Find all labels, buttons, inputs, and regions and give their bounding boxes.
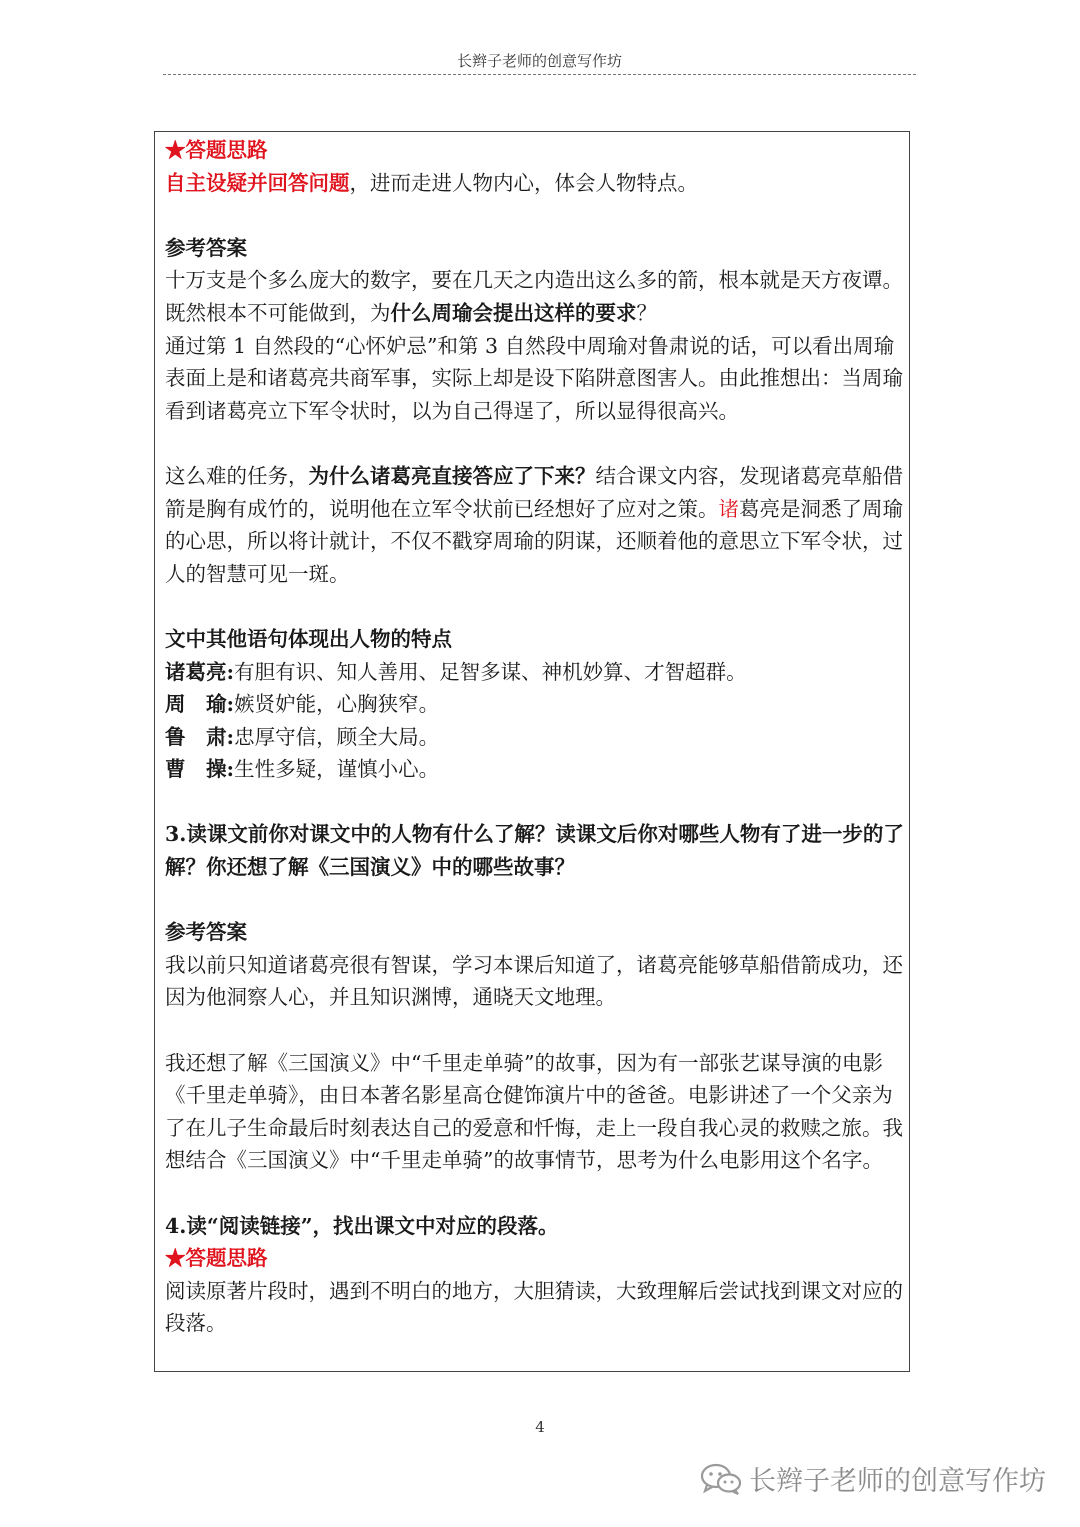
- tip-heading-4: ★答题思路: [165, 1246, 268, 1271]
- trait-name: 曹 操:: [165, 757, 235, 782]
- wechat-icon: [699, 1461, 743, 1497]
- answer-para-2: 通过第 1 自然段的“心怀妒忌”和第 3 自然段中周瑜对鲁肃说的话，可以看出周瑜表面上是和诸葛亮共商军事，实际上却是设下陷阱意图害人。由此推想出：当周瑜看到诸葛亮立下军令状时，以为自己得逞了，所以显得很高兴。: [165, 333, 903, 423]
- answer-para-3: [165, 460, 905, 590]
- tip-line-1: [165, 167, 905, 200]
- question-4: 4.读“阅读链接”，找出课文中对应的段落。: [165, 1213, 559, 1238]
- para3-text-c: 结合课文内容，发现诸葛亮草船借箭是胸有成竹的，说明他在立军令状前已经想好了应对之策。: [165, 463, 903, 521]
- para3-text-d: 葛亮是洞悉了周瑜的心思，所以将计就计，不仅不戳穿周瑜的阴谋，还顺着他的意思立下军令状，过人的智慧可见一斑。: [165, 496, 903, 586]
- para3-text-a: 这么难的任务，: [165, 463, 309, 488]
- trait-row: [165, 721, 905, 754]
- trait-text: 嫉贤妒能，心胸狭窄。: [234, 692, 440, 717]
- para1-bold-question: 什么周瑜会提出这样的要求: [390, 300, 637, 325]
- watermark-text: 长辫子老师的创意写作坊: [749, 1466, 1046, 1497]
- traits-heading: 文中其他语句体现出人物的特点: [165, 626, 452, 651]
- answer-heading-1: 参考答案: [165, 235, 247, 260]
- para3-bold-question: 为什么诸葛亮直接答应了下来？: [308, 463, 596, 488]
- answer-para-1: [165, 264, 905, 329]
- question-3: 3.读课文前你对课文中的人物有什么了解？读课文后你对哪些人物有了进一步的了解？你还想了解《三国演义》中的哪些故事？: [165, 822, 904, 880]
- answer-3-para-1: 我以前只知道诸葛亮很有智谋，学习本课后知道了，诸葛亮能够草船借箭成功，还因为他洞察人心，并且知识渊博，通晓天文地理。: [165, 952, 903, 1010]
- para3-red-char: 诸: [718, 496, 739, 521]
- answer-heading-3: 参考答案: [165, 920, 247, 945]
- trait-name: 鲁 肃:: [165, 724, 235, 749]
- trait-text: 忠厚守信，顾全大局。: [234, 724, 440, 749]
- tip-text-4: 阅读原著片段时，遇到不明白的地方，大胆猜读，大致理解后尝试找到课文对应的段落。: [165, 1278, 903, 1336]
- answer-3-para-2: 我还想了解《三国演义》中“千里走单骑”的故事，因为有一部张艺谋导演的电影《千里走单骑》，由日本著名影星高仓健饰演片中的爸爸。电影讲述了一个父亲为了在儿子生命最后时刻表达自己的爱意和忏悔，走上一段自我心灵的救赎之旅。我想结合《三国演义》中“千里走单骑”的故事情节，思考为什么电影用这个名字。: [165, 1050, 903, 1173]
- trait-text: 有胆有识、知人善用、足智多谋、神机妙算、才智超群。: [234, 659, 747, 684]
- tip-heading-1: ★答题思路: [165, 138, 268, 162]
- trait-row: [165, 753, 905, 786]
- page-header: 长辫子老师的创意写作坊: [456, 52, 622, 70]
- trait-name: 诸葛亮:: [165, 659, 235, 684]
- trait-name: 周 瑜:: [165, 692, 235, 717]
- page-number: 4: [535, 1418, 545, 1436]
- trait-text: 生性多疑，谨慎小心。: [234, 757, 440, 782]
- content-text: [165, 134, 905, 1340]
- watermark: [699, 1459, 1046, 1498]
- tip-rest-text: ，进而走进人物内心，体会人物特点。: [349, 170, 698, 195]
- tip-red-text: 自主设疑并回答问题: [165, 170, 350, 195]
- trait-row: [165, 688, 905, 721]
- para1-text-c: ？: [636, 300, 657, 325]
- trait-row: [165, 656, 905, 689]
- header-divider: [163, 74, 916, 75]
- para1-text-a: 十万支是个多么庞大的数字，要在几天之内造出这么多的箭，根本就是天方夜谭。既然根本不可能做到，为: [165, 268, 903, 325]
